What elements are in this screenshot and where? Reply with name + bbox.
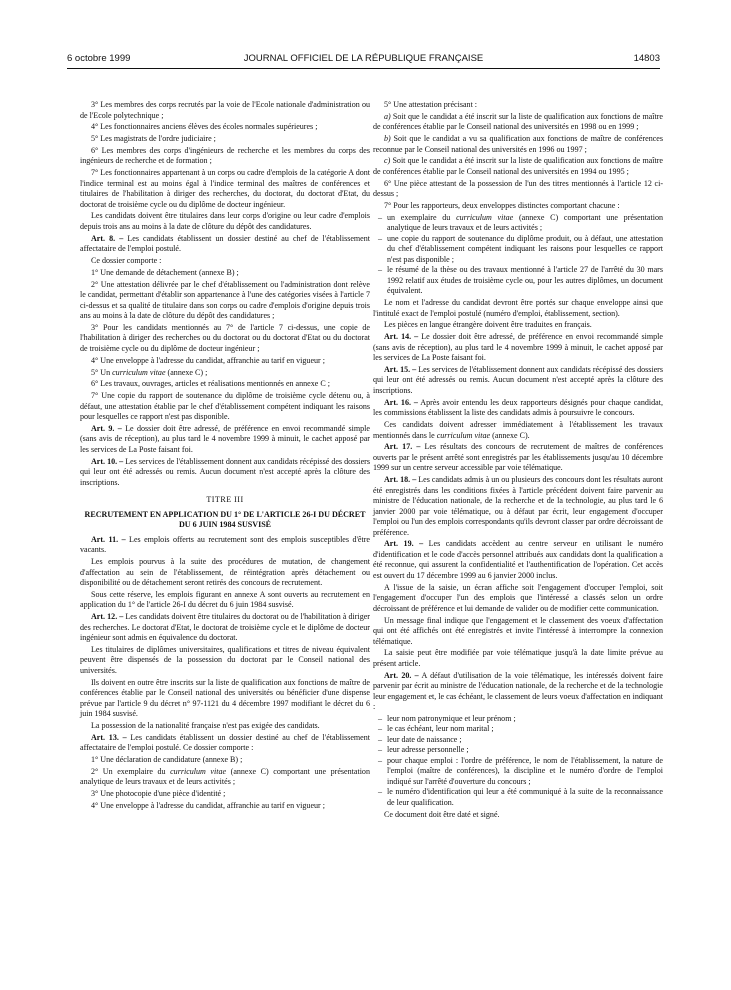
article-heading: Art. 9. – xyxy=(91,423,122,433)
text-run: Soit que le candidat a été inscrit sur la liste de qualification aux fonctions de maître de conférences établie par le Conseil national des universités en 1994 ou 1995 ; xyxy=(373,156,663,176)
list-item: – une copie du rapport de soutenance du diplôme produit, ou à défaut, une attestation du chef d'établissement compétent indiquant les raisons pour lesquelles ce rapport n'est pas disponible ; xyxy=(378,233,663,264)
article-17 xyxy=(373,442,663,474)
italic-term: curriculum vitae xyxy=(456,212,514,222)
article-heading: Art. 18. – xyxy=(384,475,417,485)
text-run: (annexe C) comportant une présentation analytique de leurs travaux et de leurs activités ; xyxy=(387,212,663,233)
paragraph: Ce document doit être daté et signé. xyxy=(384,809,500,819)
text-run: Soit que le candidat a vu sa qualification aux fonctions de maître de conférences reconnue par le Conseil national des universités en 1996 ou 1997 ; xyxy=(373,134,663,154)
paragraph: Les titulaires de diplômes universitaires, qualifications et titres de niveau équivalent peuvent être dispensés de la possession du doctorat par le Conseil national des universités. xyxy=(80,644,370,675)
text-run: Soit que le candidat a été inscrit sur la liste de qualification aux fonctions de maître de conférences établie par le Conseil national des universités en 1998 ou en 1999 ; xyxy=(373,111,663,132)
article-18 xyxy=(373,475,663,538)
article-12 xyxy=(80,612,370,644)
article-9 xyxy=(80,424,370,456)
article-text: Le dossier doit être adressé, de préférence en envoi recommandé simple (sans avis de réception), au plus tard le 4 novembre 1999 à minuit, le cachet apposé par les services de La Poste faisant foi. xyxy=(80,423,370,454)
list-item: – leur adresse personnelle ; xyxy=(378,745,469,755)
article-text: Le dossier doit être adressé, de préférence en envoi recommandé simple (sans avis de réception), au plus tard le 4 novembre 1999 à minuit, le cachet apposé par les services de La Poste faisant foi. xyxy=(373,332,663,363)
list-item: – un exemplaire du curriculum vitae (annexe C) comportant une présentation analytique de leurs travaux et de leurs activités ; xyxy=(378,212,663,233)
article-20 xyxy=(373,671,663,713)
left-column xyxy=(80,100,370,813)
text-run: Ces candidats doivent adresser immédiatement à l'établissement les travaux mentionnés dans le xyxy=(373,420,663,440)
text-run: leur date de naissance ; xyxy=(387,734,462,744)
article-10 xyxy=(80,457,370,489)
paragraph: 7° Pour les rapporteurs, deux enveloppes distinctes comportant chacune : xyxy=(384,200,620,210)
italic-term: curriculum vitae xyxy=(436,430,491,440)
article-heading: Art. 16. – xyxy=(384,397,418,407)
paragraph: 3° Les membres des corps recrutés par la voie de l'Ecole nationale d'administration ou de l'Ecole polytechnique ; xyxy=(80,100,370,120)
paragraph xyxy=(373,112,663,133)
list-item: – leur date de naissance ; xyxy=(378,734,462,744)
paragraph: Un message final indique que l'engagement et le classement des voeux d'affectation qui ont été affichés ont été enregistrés et invite l'intéressé à interrompre la connexion télématique. xyxy=(373,615,663,646)
paragraph: 6° Les membres des corps d'ingénieurs de recherche et les membres du corps des ingénieurs de recherche et de formation ; xyxy=(80,145,370,166)
paragraph: 3° Une photocopie d'une pièce d'identité ; xyxy=(91,789,226,799)
paragraph: 6° Une pièce attestant de la possession de l'un des titres mentionnés à l'article 12 ci-dessus ; xyxy=(373,178,663,199)
article-heading: Art. 11. – xyxy=(91,534,126,544)
page-header xyxy=(67,53,660,67)
text-run: le cas échéant, leur nom marital ; xyxy=(387,724,494,734)
text-run: (annexe C) ; xyxy=(165,367,208,377)
article-text: A défaut d'utilisation de la voie télématique, les intéressés doivent faire parvenir par écrit au ministre de l'éducation nationale, de la recherche et de la technologie leur engagement et, le cas échéant, le classement de leurs voeux d'affectation en indiquant : xyxy=(373,670,663,712)
text-run: (annexe C) comportant une présentation analytique de leurs travaux et de leurs activités ; xyxy=(80,766,370,787)
item-letter: b) xyxy=(384,134,391,144)
header-rule xyxy=(67,68,660,69)
article-19 xyxy=(373,539,663,581)
article-text: Les résultats des concours de recrutement de maîtres de conférences ouverts par le présent arrêté sont enregistrés par les établissements jusqu'au 10 décembre 1999 sur un centre serveur accessible par voie télématique. xyxy=(373,442,663,473)
paragraph xyxy=(373,420,663,441)
list-item: – leur nom patronymique et leur prénom ; xyxy=(378,713,516,723)
article-heading: Art. 14. – xyxy=(384,332,419,342)
article-8 xyxy=(80,234,370,255)
article-heading: Art. 15. – xyxy=(384,364,417,374)
article-heading: Art. 20. – xyxy=(384,670,419,680)
paragraph: 6° Les travaux, ouvrages, articles et réalisations mentionnés en annexe C ; xyxy=(91,379,330,389)
dash-list xyxy=(373,213,663,297)
paragraph: 7° Les fonctionnaires appartenant à un corps ou cadre d'emplois de la catégorie A dont l'indice terminal est au moins égal à l'indice terminal des maîtres de conférences et titulaires de l'habilitation à diriger des recherches, du doctorat, du doctorat d'Etat, du doctorat de troisième cycle ou du diplôme de docteur ingénieur. xyxy=(80,168,370,209)
list-item: – le résumé de la thèse ou des travaux mentionné à l'article 27 de l'arrêté du 30 mars 1992 relatif aux études de troisième cycle ou, pour les autres diplômes, un document équivalent. xyxy=(378,265,663,296)
article-text: Les emplois offerts au recrutement sont des emplois susceptibles d'être vacants. xyxy=(80,534,370,555)
list-item: – pour chaque emploi : l'ordre de préférence, le nom de l'établissement, la nature de l'emploi (maître de conférences), la discipline et le numéro d'ordre de l'emploi indiqué sur l'arrêté d'ouverture du concours ; xyxy=(378,755,663,786)
article-text: Les candidats établissent un dossier destiné au chef de l'établissement affectataire de l'emploi postulé. xyxy=(80,233,371,254)
dash-list xyxy=(373,714,663,809)
header-page-number: 14803 xyxy=(633,53,660,64)
paragraph: Sous cette réserve, les emplois figurant en annexe A sont ouverts au recrutement en application du 1° de l'article 26-I du décret du 6 juin 1984 susvisé. xyxy=(80,589,370,610)
article-text: Les services de l'établissement donnent aux candidats récépissé des dossiers qui leur ont été adressés ou remis. Aucun document n'est accepté après la clôture des inscriptions. xyxy=(80,456,370,487)
paragraph: 5° Les magistrats de l'ordre judiciaire ; xyxy=(91,134,216,144)
article-heading: Art. 12. – xyxy=(91,612,124,622)
paragraph: Ils doivent en outre être inscrits sur la liste de qualification aux fonctions de maître de conférences établie par le Conseil national des universités ou bénéficier d'une dispense prévue par l'article 9 du décret n° 97-1121 du 4 décembre 1997 modifiant le décret du 6 juin 1984 susvisé. xyxy=(80,677,370,719)
text-run: un exemplaire du xyxy=(387,212,457,222)
article-text: Les candidats admis à un ou plusieurs des concours dont les résultats auront été enregistrés dans les conditions fixées à l'article précédent doivent faire parvenir au ministre de l'éducation nationale, de la recherche et de la technologie, au plus tard le 6 janvier 2000 par voie télématique, ou à défaut par écrit, leur engagement d'occuper l'emploi ou l'un des emplois correspondants qu'ils devront classer par ordre décroissant de préférence. xyxy=(373,475,663,537)
header-journal-title: JOURNAL OFFICIEL DE LA RÉPUBLIQUE FRANÇAISE xyxy=(243,53,484,64)
right-column xyxy=(373,100,663,822)
paragraph: 4° Une enveloppe à l'adresse du candidat, affranchie au tarif en vigueur ; xyxy=(91,355,325,365)
section-subtitle: RECRUTEMENT EN APPLICATION DU 1° DE L'ARTICLE 26-I DU DÉCRET DU 6 JUIN 1984 SUSVISÉ xyxy=(84,509,366,530)
text-run: le numéro d'identification qui leur a été communiqué à la suite de la reconnaissance de leur qualification. xyxy=(387,787,663,807)
article-heading: Art. 10. – xyxy=(91,456,124,466)
text-run: une copie du rapport de soutenance du diplôme produit, ou à défaut, une attestation du chef d'établissement compétent indiquant les raisons pour lesquelles ce rapport n'est pas disponible ; xyxy=(387,233,663,264)
italic-term: curriculum vitae xyxy=(170,766,227,776)
paragraph: 4° Une enveloppe à l'adresse du candidat, affranchie au tarif en vigueur ; xyxy=(91,801,325,811)
paragraph: La possession de la nationalité française n'est pas exigée des candidats. xyxy=(91,721,320,731)
text-run: leur nom patronymique et leur prénom ; xyxy=(387,713,516,723)
item-letter: a) xyxy=(384,111,391,121)
text-run: 2° Un exemplaire du xyxy=(91,766,171,776)
paragraph xyxy=(80,368,370,379)
article-16 xyxy=(373,398,663,419)
article-heading: Art. 8. – xyxy=(91,233,124,243)
paragraph: La saisie peut être modifiée par voie télématique jusqu'à la date limite prévue au présent article. xyxy=(373,648,663,668)
paragraph: 7° Une copie du rapport de soutenance du diplôme de troisième cycle détenu ou, à défaut, une attestation établie par le chef d'établissement compétent indiquant les raisons pour lesquelles ce rapport n'est pas disponible. xyxy=(80,391,370,422)
list-item: – le cas échéant, leur nom marital ; xyxy=(378,724,494,734)
paragraph xyxy=(373,156,663,177)
article-15 xyxy=(373,365,663,397)
paragraph: Les pièces en langue étrangère doivent être traduites en français. xyxy=(384,320,592,330)
article-text: Les candidats établissent un dossier destiné au chef de l'établissement affectataire de l'emploi postulé. Ce dossier comporte : xyxy=(80,732,370,753)
section-title: TITRE III xyxy=(206,495,244,505)
text-run: leur adresse personnelle ; xyxy=(387,745,469,755)
item-letter: c) xyxy=(384,156,391,166)
text-run: le résumé de la thèse ou des travaux mentionné à l'article 27 de l'arrêté du 30 mars 1992 relatif aux études de troisième cycle ou, pour les autres diplômes, un document équivalent. xyxy=(387,265,663,296)
paragraph: 3° Pour les candidats mentionnés au 7° de l'article 7 ci-dessus, une copie de l'habilitation à diriger des recherches ou du doctorat ou du doctorat d'Etat ou du doctorat de troisième cycle ou du diplôme de docteur ingénieur ; xyxy=(80,322,370,353)
paragraph: 1° Une déclaration de candidature (annexe B) ; xyxy=(91,755,243,765)
paragraph: 4° Les fonctionnaires anciens élèves des écoles normales supérieures ; xyxy=(91,122,318,132)
article-heading: Art. 13. – xyxy=(91,732,127,742)
paragraph: 2° Une attestation délivrée par le chef d'établissement ou l'administration dont relève le candidat, permettant d'établir son appartenance à l'une des catégories visées à l'article 7 ci-dessus et sa qualité de titulaire dans son corps ou cadre d'emplois d'origine depuis trois ans au moins à la date de clôture du dépôt des candidatures ; xyxy=(80,279,370,321)
paragraph: Le nom et l'adresse du candidat devront être portés sur chaque enveloppe ainsi que l'intitulé exact de l'emploi postulé (numéro d'emploi, établissement, section). xyxy=(373,298,663,318)
text-run: 5° Un xyxy=(91,367,113,377)
list-item: – le numéro d'identification qui leur a été communiqué à la suite de la reconnaissance de leur qualification. xyxy=(378,787,663,807)
italic-term: curriculum vitae xyxy=(112,367,166,377)
paragraph xyxy=(373,134,663,155)
header-date: 6 octobre 1999 xyxy=(67,53,131,64)
article-text: Après avoir entendu les deux rapporteurs désignés pour chaque candidat, les commissions établissent la liste des candidats admis à poursuivre le concours. xyxy=(373,397,663,418)
article-14 xyxy=(373,332,663,364)
paragraph xyxy=(80,767,370,788)
text-run: (annexe C). xyxy=(490,430,530,440)
article-text: Les services de l'établissement donnent aux candidats récépissé des dossiers qui leur ont été adressés ou remis. Aucun document n'est accepté après la clôture des inscriptions. xyxy=(373,364,663,395)
article-heading: Art. 17. – xyxy=(384,442,421,452)
paragraph: 5° Une attestation précisant : xyxy=(384,100,478,109)
paragraph: Les candidats doivent être titulaires dans leur corps d'origine ou leur cadre d'emplois depuis trois ans au moins à la date de clôture du dépôt des candidatures. xyxy=(80,211,370,231)
paragraph: Les emplois pourvus à la suite des procédures de mutation, de changement d'affectation au sein de l'établissement, de réintégration après détachement ou disponibilité ou de détachement seront retirés des concours de recrutement. xyxy=(80,557,370,588)
article-text: Les candidats accèdent au centre serveur en utilisant le numéro d'identification et le code d'accès personnel attribués aux candidats dont la qualification a été reconnue, qui assurent la confidentialité et l'authentification de l'opération. Cet accès est ouvert du 17 décembre 1999 au 6 janvier 2000 inclus. xyxy=(373,539,663,580)
text-run: pour chaque emploi : l'ordre de préférence, le nom de l'établissement, la nature de l'emploi (maître de conférences), la discipline et le numéro d'ordre de l'emploi indiqué sur l'arrêté d'ouverture du concours ; xyxy=(387,755,663,786)
paragraph: 1° Une demande de détachement (annexe B) ; xyxy=(91,267,239,277)
article-11 xyxy=(80,535,370,556)
article-text: Les candidats doivent être titulaires du doctorat ou de l'habilitation à diriger des recherches. Le doctorat d'Etat, le doctorat de troisième cycle et le diplôme de docteur ingénieur sont admis en équivalence du doctorat. xyxy=(80,612,370,643)
paragraph: A l'issue de la saisie, un écran affiche soit l'engagement d'occuper l'emploi, soit l'engagement d'occuper l'un des emplois que l'intéressé a classés selon un ordre décroissant de préférence et lui demande de valider ou de modifier cette communication. xyxy=(373,582,663,613)
paragraph: Ce dossier comporte : xyxy=(91,256,162,266)
article-heading: Art. 19. – xyxy=(384,539,424,549)
article-13 xyxy=(80,733,370,754)
